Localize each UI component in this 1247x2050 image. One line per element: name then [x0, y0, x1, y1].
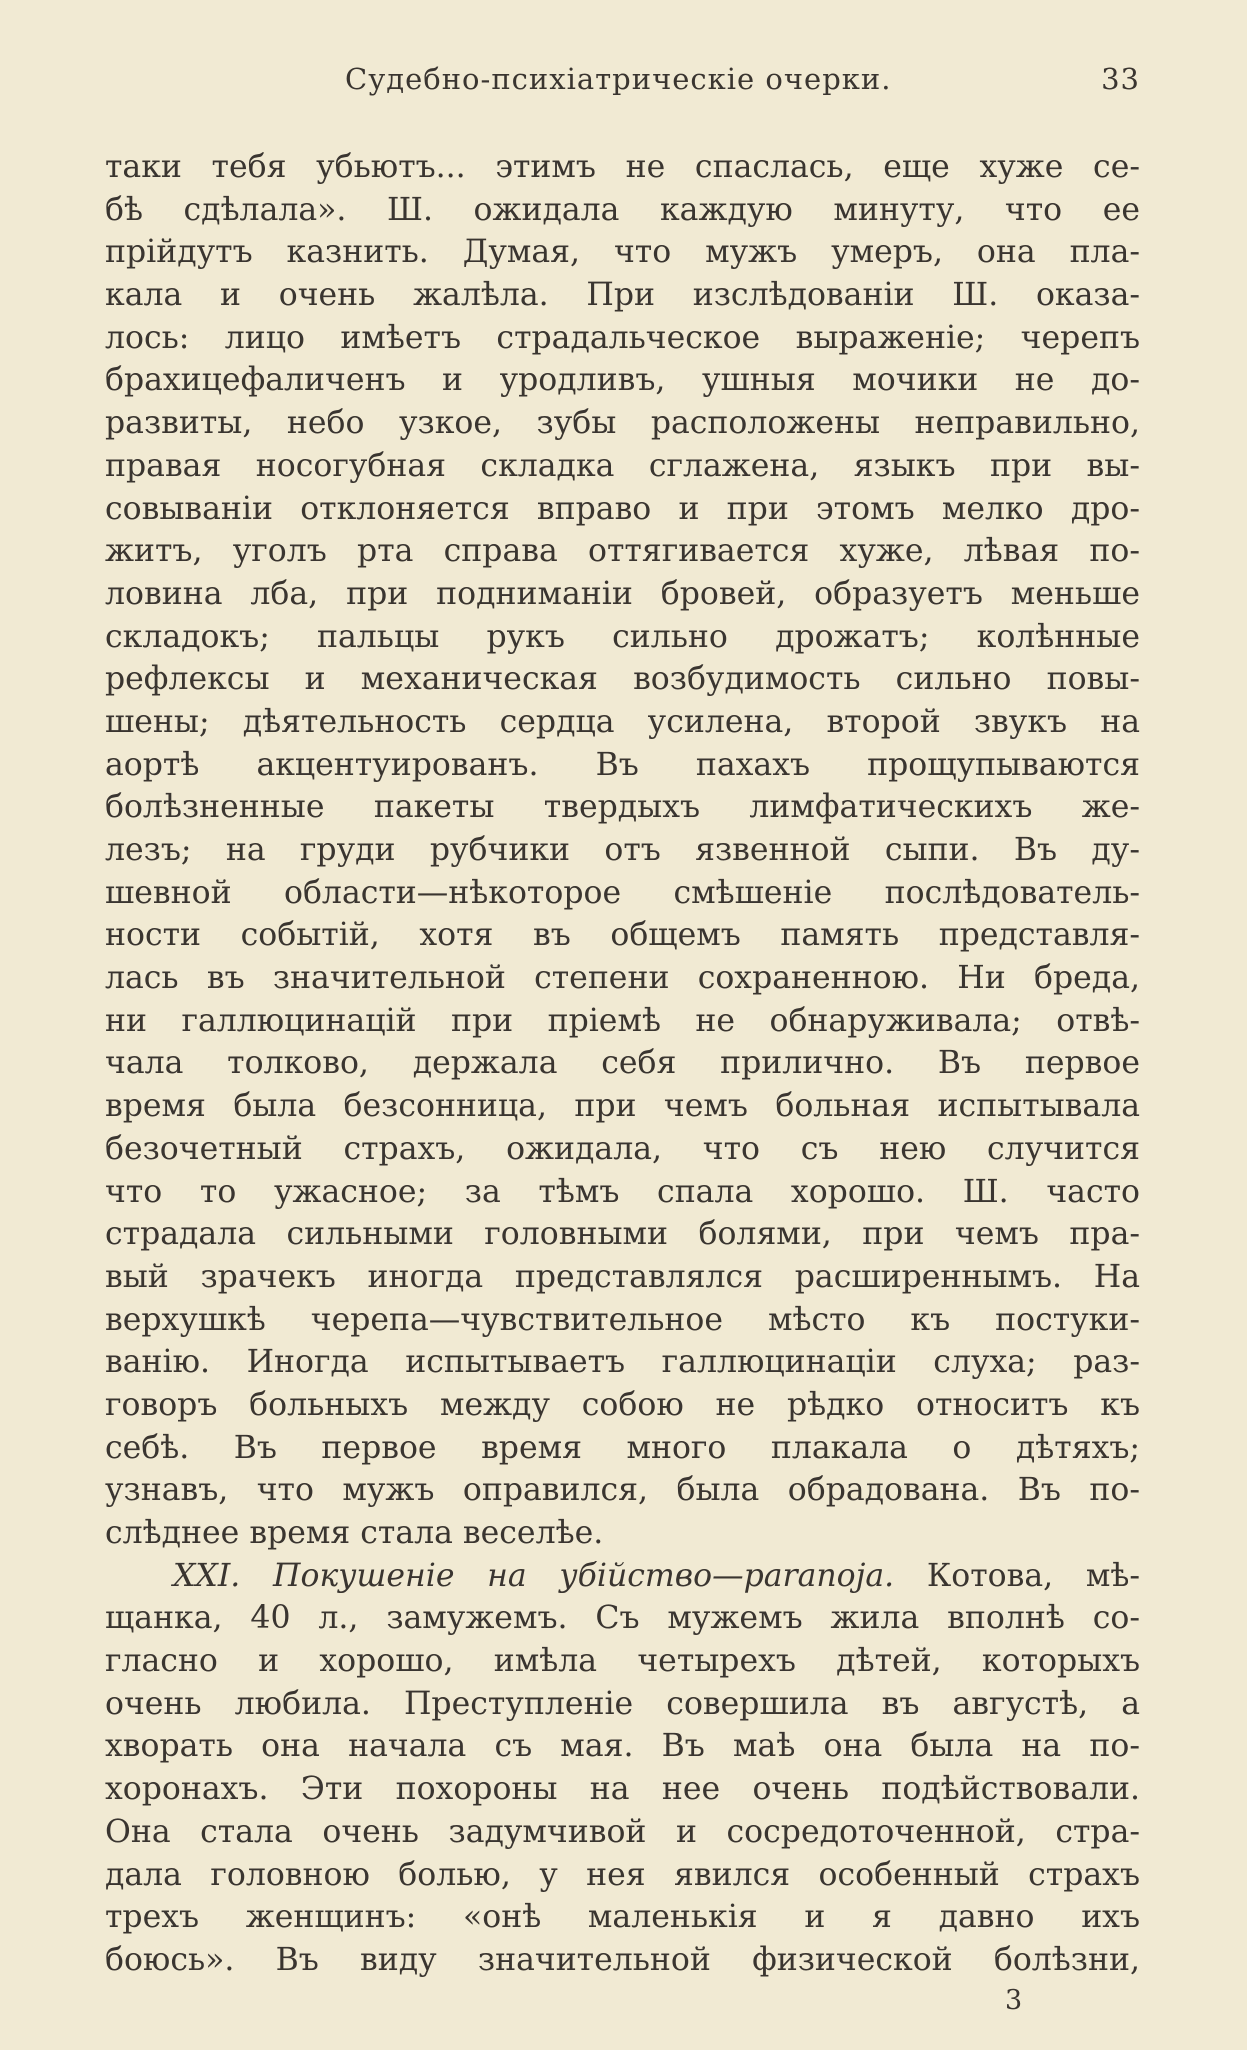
text-line: брахицефаличенъ и уродливъ, ушныя мочики не до- [105, 362, 1140, 399]
text-line: аортѣ акцентуированъ. Въ пахахъ прощупываются [105, 746, 1140, 783]
running-title: Судебно-психіатрическіе очерки. [345, 62, 892, 96]
text-line: лезъ; на груди рубчики отъ язвенной сыпи. Въ ду- [105, 832, 1140, 868]
text-line: прійдутъ казнить. Думая, что мужъ умеръ, она пла- [105, 234, 1140, 271]
text-line: таки тебя убьютъ... этимъ не спаслась, еще хуже се- [105, 149, 1140, 185]
text-line: хворать она начала съ мая. Въ маѣ она была на по- [105, 1728, 1140, 1765]
text-line: чала толково, держала себя прилично. Въ первое [105, 1045, 1140, 1082]
section-heading: XXI. Покушеніе на убійство—paranoja. [173, 1557, 895, 1594]
text-line: бѣ сдѣлала». Ш. ожидала каждую минуту, что ее [105, 191, 1140, 228]
text-line: шевной области—нѣкоторое смѣшеніе послѣдователь- [105, 874, 1140, 911]
paragraph-case-xxi [105, 1555, 1140, 1982]
section-first-line-rest: Котова, мѣ- [894, 1557, 1140, 1594]
body-text [105, 146, 1140, 1982]
text-line: ни галлюцинацій при пріемѣ не обнаруживала; отвѣ- [105, 1002, 1140, 1039]
text-line: житъ, уголъ рта справа оттягивается хуже, лѣвая по- [105, 533, 1140, 570]
running-head [105, 62, 1140, 102]
page-number: 33 [1101, 62, 1140, 96]
text-line: ности событій, хотя въ общемъ память представля- [105, 917, 1140, 954]
text-line: ванію. Иногда испытываетъ галлюцинаціи слуха; раз- [105, 1344, 1140, 1381]
text-line: слѣднее время стала веселѣе. [105, 1515, 604, 1551]
signature-mark: 3 [1005, 1985, 1023, 2016]
text-line: что то ужасное; за тѣмъ спала хорошо. Ш. часто [105, 1173, 1140, 1210]
text-line: кала и очень жалѣла. При изслѣдованіи Ш. оказа- [105, 277, 1140, 314]
text-line: говоръ больныхъ между собою не рѣдко относитъ къ [105, 1386, 1140, 1423]
text-line: лось: лицо имѣетъ страдальческое выраженіе; черепъ [105, 319, 1140, 356]
paragraph-case-continuation [105, 146, 1140, 1555]
text-line: верхушкѣ черепа—чувствительное мѣсто къ постуки- [105, 1301, 1140, 1338]
text-line: узнавъ, что мужъ оправился, была обрадована. Въ по- [105, 1472, 1140, 1509]
text-line: щанка, 40 л., замужемъ. Съ мужемъ жила вполнѣ со- [105, 1600, 1140, 1637]
text-line: шены; дѣятельность сердца усилена, второй звукъ на [105, 703, 1140, 740]
text-line: страдала сильными головными болями, при чемъ пра- [105, 1216, 1140, 1253]
text-line: боюсь». Въ виду значительной физической болѣзни, [105, 1941, 1140, 1978]
text-line: правая носогубная складка сглажена, языкъ при вы- [105, 447, 1140, 484]
text-line: время была безсонница, при чемъ больная испытывала [105, 1088, 1140, 1125]
section-first-line [105, 1555, 1140, 1598]
text-line: себѣ. Въ первое время много плакала о дѣтяхъ; [105, 1429, 1140, 1466]
text-line: очень любила. Преступленіе совершила въ августѣ, а [105, 1685, 1140, 1722]
text-line: совываніи отклоняется вправо и при этомъ мелко дро- [105, 490, 1140, 527]
text-line: безочетный страхъ, ожидала, что съ нею случится [105, 1130, 1140, 1167]
text-line: развиты, небо узкое, зубы расположены неправильно, [105, 405, 1140, 442]
text-line: лась въ значительной степени сохраненною. Ни бреда, [105, 960, 1140, 997]
text-line: болѣзненные пакеты твердыхъ лимфатическихъ же- [105, 789, 1140, 826]
text-line: Она стала очень задумчивой и сосредоточенной, стра- [105, 1813, 1140, 1850]
text-line: трехъ женщинъ: «онѣ маленькія и я давно ихъ [105, 1899, 1140, 1936]
text-line: гласно и хорошо, имѣла четырехъ дѣтей, которыхъ [105, 1643, 1140, 1680]
text-line: ловина лба, при подниманіи бровей, образуетъ меньше [105, 575, 1140, 612]
text-line: хоронахъ. Эти похороны на нее очень подѣйствовали. [105, 1771, 1140, 1808]
text-line: рефлексы и механическая возбудимость сильно повы- [105, 661, 1140, 698]
text-line: вый зрачекъ иногда представлялся расширеннымъ. На [105, 1258, 1140, 1295]
text-line: складокъ; пальцы рукъ сильно дрожатъ; колѣнные [105, 618, 1140, 655]
text-line: дала головною болью, у нея явился особенный страхъ [105, 1856, 1140, 1893]
